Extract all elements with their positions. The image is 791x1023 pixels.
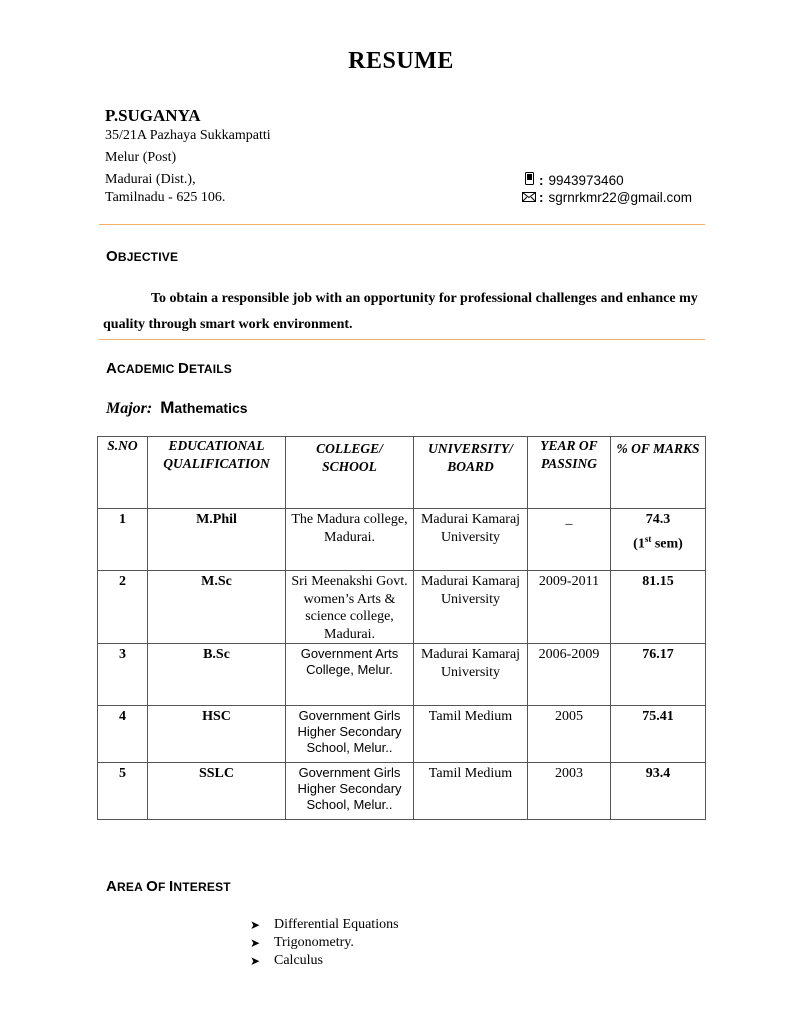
column-header: EDUCATIONAL QUALIFICATION [148,437,286,509]
table-row [98,571,706,644]
table-row [98,763,706,820]
table-cell: _ [528,509,611,571]
arrow-bullet-icon: ➤ [250,936,261,950]
table-cell: 2009-2011 [528,571,611,644]
major-subject: Major: Mathematics [106,398,248,417]
objective-text: To obtain a responsible job with an opportunity for professional challenges and enhance my quality through smart work environment. [103,291,698,332]
table-cell: 76.17 [611,644,706,706]
table-cell: B.Sc [148,644,286,706]
table-cell: 1 [98,509,148,571]
table-cell: 3 [98,644,148,706]
table-cell: Madurai Kamaraj University [414,644,528,706]
table-cell: Tamil Medium [414,706,528,763]
table-row [98,706,706,763]
list-item: ➤ Trigonometry. [250,935,354,950]
table-cell: 2 [98,571,148,644]
table-cell: Madurai Kamaraj University [414,509,528,571]
table-cell: SSLC [148,763,286,820]
table-cell: M.Phil [148,509,286,571]
objective-heading: OBJECTIVE [106,248,179,265]
table-cell: Sri Meenakshi Govt. women’s Arts & science college, Madurai. [286,571,414,644]
table-cell: 2006-2009 [528,644,611,706]
interest-heading: AREA OF INTEREST [106,878,231,895]
column-header: % OF MARKS [611,437,706,509]
phone-contact: : 9943973460 [521,172,624,188]
address-line: Melur (Post) [105,150,177,165]
table-cell: Government Arts College, Melur. [286,644,414,706]
table-cell: 2005 [528,706,611,763]
table-cell: Government Girls Higher Secondary School, Melur.. [286,763,414,820]
column-header: YEAR OF PASSING [528,437,611,509]
table-cell: Tamil Medium [414,763,528,820]
arrow-bullet-icon: ➤ [250,918,261,932]
table-cell: 81.15 [611,571,706,644]
column-header: UNIVERSITY/ BOARD [414,437,528,509]
page-title: RESUME [348,48,454,74]
email-address: sgrnrkmr22@gmail.com [548,190,692,205]
table-cell: 74.3 (1st sem) [611,509,706,571]
table-cell: 75.41 [611,706,706,763]
table-cell: 93.4 [611,763,706,820]
table-row [98,509,706,571]
address-line: Tamilnadu - 625 106. [105,190,226,205]
interest-list [250,916,399,970]
table-cell: HSC [148,706,286,763]
table-cell: Government Girls Higher Secondary School, Melur.. [286,706,414,763]
list-item: ➤ Differential Equations [250,917,399,932]
email-contact: : sgrnrkmr22@gmail.com [521,190,692,205]
column-header: S.NO [98,437,148,509]
table-cell: Madurai Kamaraj University [414,571,528,644]
section-divider [99,339,705,340]
column-header: COLLEGE/ SCHOOL [286,437,414,509]
table-cell: The Madura college, Madurai. [286,509,414,571]
table-cell: M.Sc [148,571,286,644]
envelope-icon [521,190,537,205]
table-row [98,644,706,706]
table-cell: 4 [98,706,148,763]
mobile-phone-icon [521,172,537,188]
address-line: Madurai (Dist.), [105,172,196,187]
table-cell: 2003 [528,763,611,820]
section-divider [99,224,705,225]
list-item: ➤ Calculus [250,953,323,968]
academic-heading: ACADEMIC DETAILS [106,360,233,377]
table-cell: 5 [98,763,148,820]
academic-table [97,436,706,820]
arrow-bullet-icon: ➤ [250,954,261,968]
table-header-row [98,437,706,509]
address-line: 35/21A Pazhaya Sukkampatti [105,128,271,143]
candidate-name: P.SUGANYA [105,106,201,125]
phone-number: 9943973460 [548,172,624,188]
